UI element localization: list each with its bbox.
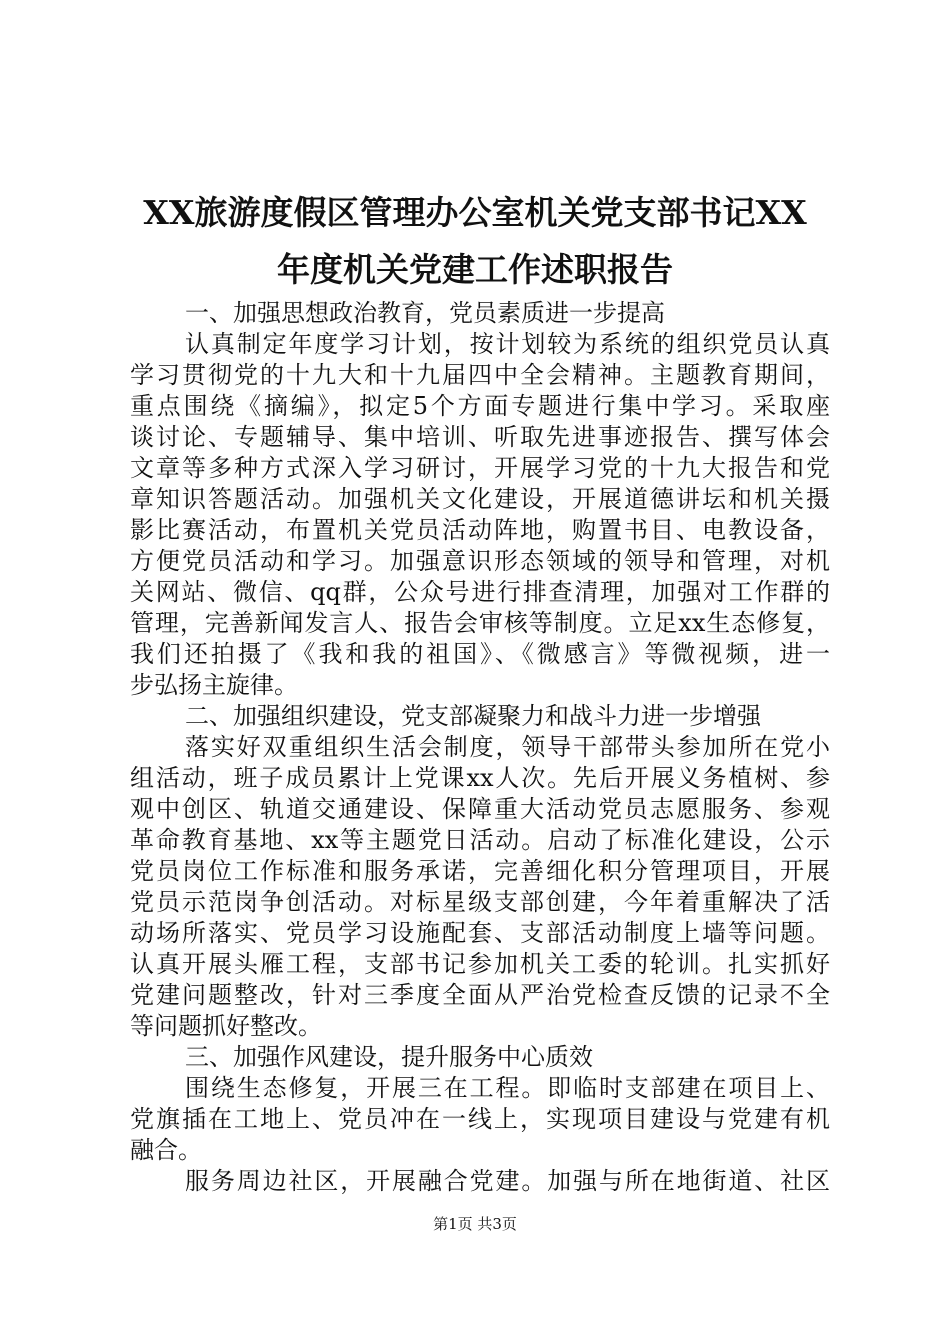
body-text-line: 认真开展头雁工程，支部书记参加机关工委的轮训。扎实抓好	[130, 950, 830, 978]
body-text-line: 管理，完善新闻发言人、报告会审核等制度。立足xx生态修复，	[130, 609, 830, 637]
body-text-line: 党旗插在工地上、党员冲在一线上，实现项目建设与党建有机	[130, 1105, 830, 1133]
body-text-line: 方便党员活动和学习。加强意识形态领域的领导和管理，对机	[130, 547, 830, 575]
body-text-line: 一、加强思想政治教育，党员素质进一步提高	[185, 299, 665, 327]
body-text-line: 观中创区、轨道交通建设、保障重大活动党员志愿服务、参观	[130, 795, 830, 823]
body-text-line: 等问题抓好整改。	[130, 1012, 322, 1040]
body-text-line: 组活动，班子成员累计上党课xx人次。先后开展义务植树、参	[130, 764, 830, 792]
body-text-line: 章知识答题活动。加强机关文化建设，开展道德讲坛和机关摄	[130, 485, 830, 513]
document-title-line-1: XX旅游度假区管理办公室机关党支部书记XX	[143, 193, 807, 232]
body-text-line: 动场所落实、党员学习设施配套、支部活动制度上墙等问题。	[130, 919, 830, 947]
body-text-line: 落实好双重组织生活会制度，领导干部带头参加所在党小	[185, 733, 830, 761]
body-text-line: 二、加强组织建设，党支部凝聚力和战斗力进一步增强	[185, 702, 761, 730]
body-text-line: 党员示范岗争创活动。对标星级支部创建，今年着重解决了活	[130, 888, 830, 916]
body-text-line: 学习贯彻党的十九大和十九届四中全会精神。主题教育期间，	[130, 361, 830, 389]
document-title-line-2: 年度机关党建工作述职报告	[277, 250, 673, 289]
body-text-line: 党员岗位工作标准和服务承诺，完善细化积分管理项目，开展	[130, 857, 830, 885]
body-text-line: 围绕生态修复，开展三在工程。即临时支部建在项目上、	[185, 1074, 830, 1102]
body-text-line: 关网站、微信、qq群，公众号进行排查清理，加强对工作群的	[130, 578, 830, 606]
body-text-line: 我们还拍摄了《我和我的祖国》、《微感言》等微视频，进一	[130, 640, 830, 668]
body-text-line: 融合。	[130, 1136, 202, 1164]
body-text-line: 党建问题整改，针对三季度全面从严治党检查反馈的记录不全	[130, 981, 830, 1009]
body-text-line: 重点围绕《摘编》，拟定5个方面专题进行集中学习。采取座	[130, 392, 830, 420]
body-text-line: 谈讨论、专题辅导、集中培训、听取先进事迹报告、撰写体会	[130, 423, 830, 451]
document-body	[130, 298, 830, 1197]
body-text-line: 步弘扬主旋律。	[130, 671, 298, 699]
body-text-line: 三、加强作风建设，提升服务中心质效	[185, 1043, 593, 1071]
body-text-line: 革命教育基地、xx等主题党日活动。启动了标准化建设，公示	[130, 826, 830, 854]
page-footer: 第1页 共3页	[433, 1215, 517, 1233]
body-text-line: 认真制定年度学习计划，按计划较为系统的组织党员认真	[185, 330, 830, 358]
body-text-line: 影比赛活动，布置机关党员活动阵地，购置书目、电教设备，	[130, 516, 830, 544]
body-text-line: 文章等多种方式深入学习研讨，开展学习党的十九大报告和党	[130, 454, 830, 482]
body-text-line: 服务周边社区，开展融合党建。加强与所在地街道、社区	[185, 1167, 830, 1195]
